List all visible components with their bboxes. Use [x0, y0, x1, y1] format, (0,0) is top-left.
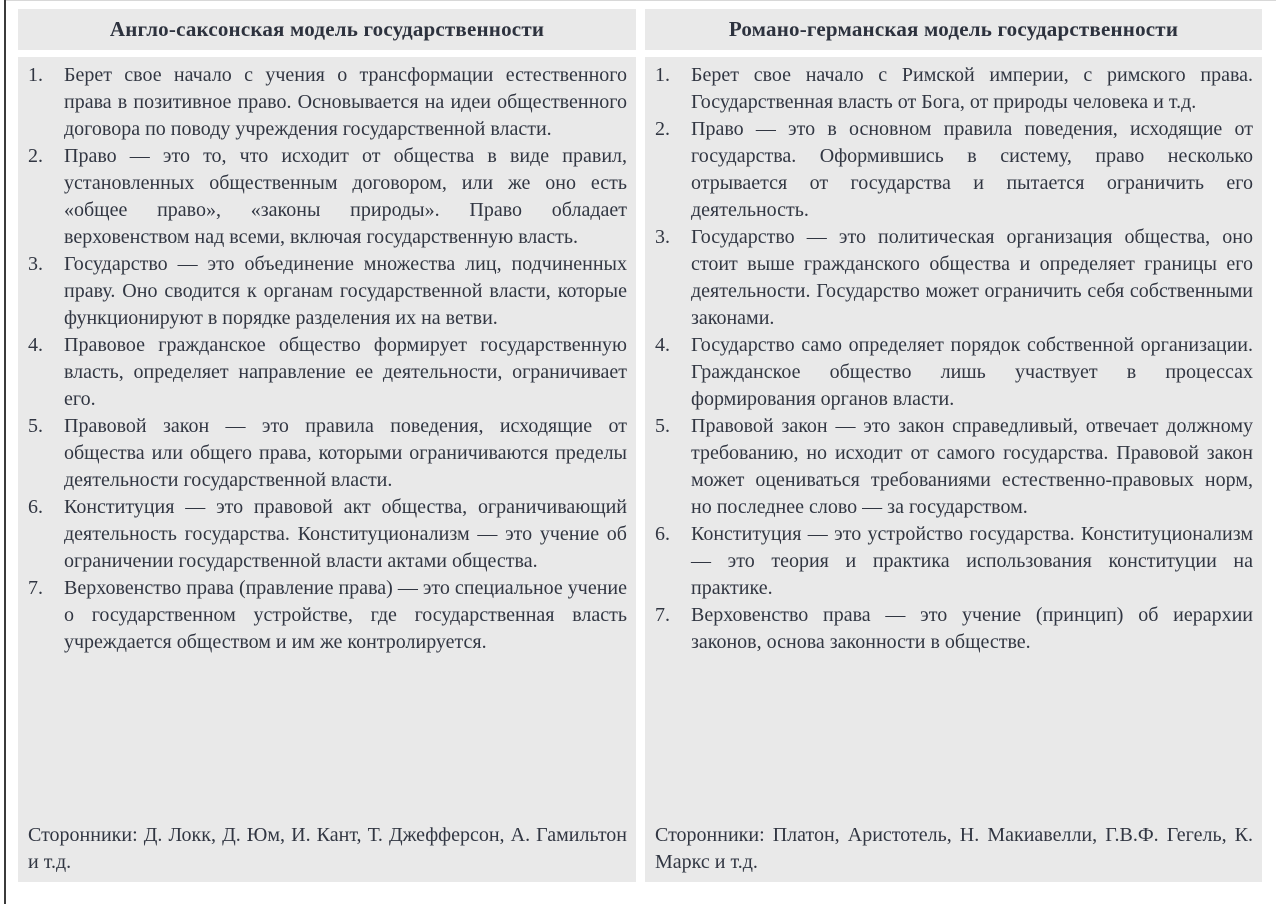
list-item: Правовое гражданское общество формирует государственную власть, определяет направление ее деятельности, ограничивает его. — [64, 334, 627, 410]
column-body-romano-german — [645, 57, 1262, 882]
list-item: Правовой закон — это закон справедливый, отвечает должному требованию, но исходит от самого государства. Правовой закон может оцениваться требованиями естественно-правовых норм, но последнее слово — за государством. — [691, 415, 1253, 518]
romano-german-list — [655, 62, 1253, 656]
list-item: Конституция — это устройство государства. Конституционализм — это теория и практика использования конституции на практике. — [691, 523, 1253, 599]
supporters-anglo-saxon: Сторонники: Д. Локк, Д. Юм, И. Кант, Т. Джефферсон, А. Гамильтон и т.д. — [28, 824, 627, 873]
supporters-romano-german: Сторонники: Платон, Аристотель, Н. Макиавелли, Г.В.Ф. Гегель, К. Маркс и т.д. — [655, 824, 1253, 873]
column-body-anglo-saxon — [18, 57, 636, 882]
list-item: Государство — это политическая организация общества, оно стоит выше гражданского общества и определяет границы его деятельности. Государство может ограничить себя собственными законами. — [691, 226, 1253, 329]
list-item: Верховенство права (правление права) — это специальное учение о государственном устройстве, где государственная власть учреждается обществом и им же контролируется. — [64, 577, 627, 653]
list-item: Конституция — это правовой акт общества, ограничивающий деятельность государства. Конституционализм — это учение об ограничении государственной власти актами общества. — [64, 496, 627, 572]
comparison-table — [18, 9, 1262, 882]
left-border-line — [4, 0, 6, 904]
list-item: Берет свое начало с учения о трансформации естественного права в позитивное право. Основывается на идеи общественного договора по поводу учреждения государственной власти. — [64, 64, 627, 140]
column-header-romano-german: Романо-германская модель государственности — [645, 9, 1262, 50]
column-header-anglo-saxon: Англо-саксонская модель государственности — [18, 9, 636, 50]
list-item: Правовой закон — это правила поведения, исходящие от общества или общего права, которыми ограничиваются пределы деятельности государственной власти. — [64, 415, 627, 491]
list-item: Берет свое начало с Римской империи, с римского права. Государственная власть от Бога, от природы человека и т.д. — [691, 64, 1253, 113]
anglo-saxon-list — [28, 62, 627, 656]
list-item: Право — это то, что исходит от общества в виде правил, установленных общественным договором, или же оно есть «общее право», «законы природы». Право обладает верховенством над всеми, включая государственную власть. — [64, 145, 627, 248]
list-item: Верховенство права — это учение (принцип) об иерархии законов, основа законности в обществе. — [691, 604, 1253, 653]
list-item: Государство — это объединение множества лиц, подчиненных праву. Оно сводится к органам государственной власти, которые функционируют в порядке разделения их на ветви. — [64, 253, 627, 329]
list-item: Государство само определяет порядок собственной организации. Гражданское общество лишь участвует в процессах формирования органов власти. — [691, 334, 1253, 410]
top-border-line — [6, 0, 1276, 1]
list-item: Право — это в основном правила поведения, исходящие от государства. Оформившись в систему, право несколько отрывается от государства и пытается ограничить его деятельность. — [691, 118, 1253, 221]
